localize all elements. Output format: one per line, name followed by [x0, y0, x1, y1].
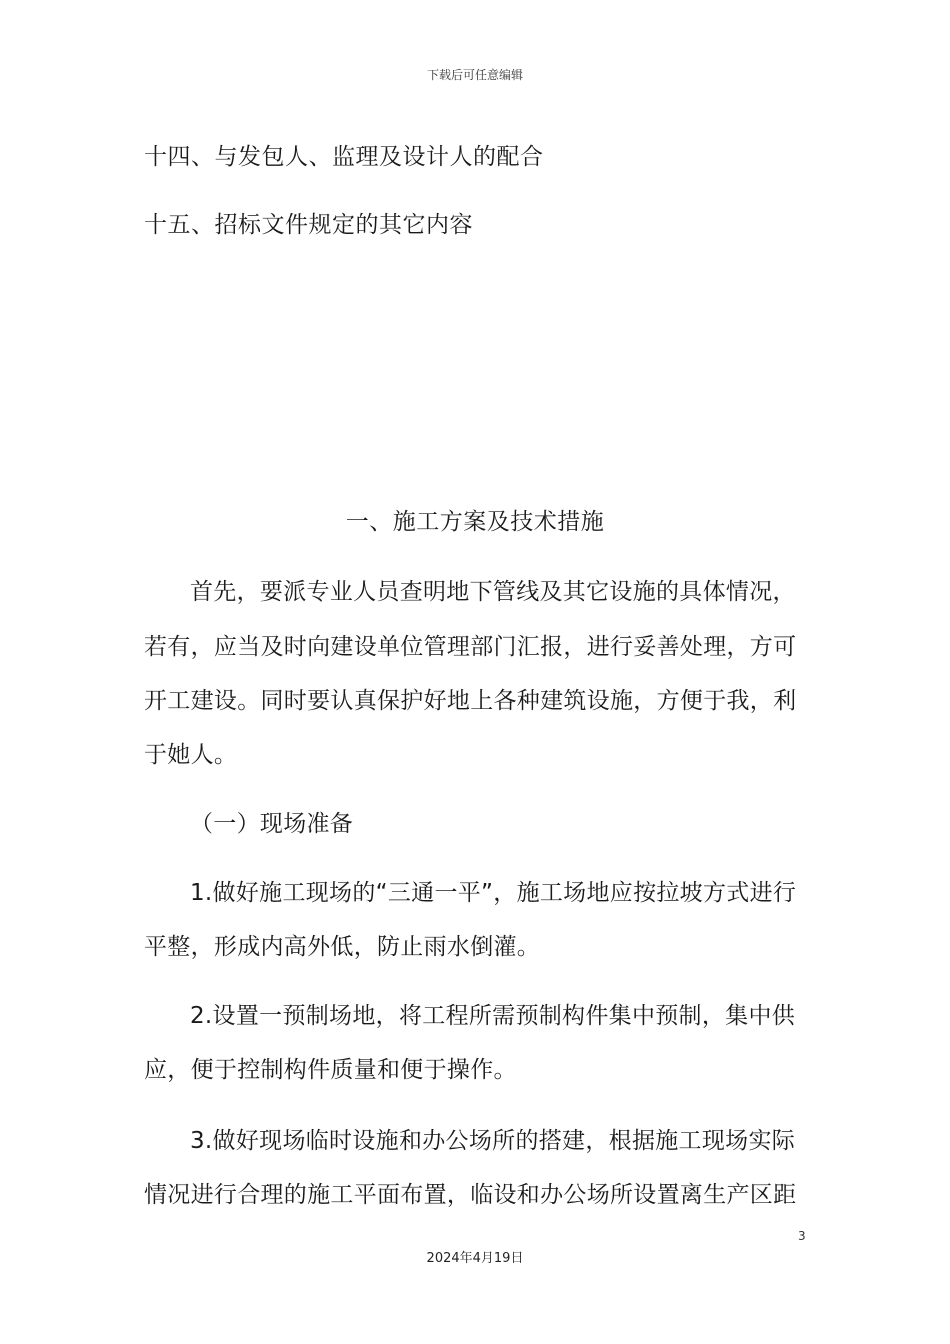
page-footer-date: 2024年4月19日	[426, 1251, 524, 1266]
toc-item-14: 十四、与发包人、监理及设计人的配合	[144, 144, 544, 170]
paragraph-line: 首先，要派专业人员查明地下管线及其它设施的具体情况，	[190, 579, 796, 605]
subheading: （一）现场准备	[190, 811, 354, 837]
paragraph-line: 1.做好施工现场的“三通一平”，施工场地应按拉坡方式进行	[190, 880, 797, 906]
paragraph-line: 于她人。	[144, 742, 238, 768]
paragraph-line: 2.设置一预制场地，将工程所需预制构件集中预制，集中供	[190, 1003, 796, 1029]
paragraph-line: 若有，应当及时向建设单位管理部门汇报，进行妥善处理，方可	[144, 634, 797, 660]
toc-item-15: 十五、招标文件规定的其它内容	[144, 212, 473, 238]
page-header: 下载后可任意编辑	[426, 68, 523, 82]
paragraph-line: 开工建设。同时要认真保护好地上各种建筑设施，方便于我，利	[144, 688, 797, 714]
section-title: 一、施工方案及技术措施	[345, 509, 605, 535]
paragraph-line: 应，便于控制构件质量和便于操作。	[144, 1057, 517, 1083]
paragraph-line: 3.做好现场临时设施和办公场所的搭建，根据施工现场实际	[190, 1128, 796, 1154]
page-number: 3	[798, 1229, 806, 1243]
paragraph-line: 平整，形成内高外低，防止雨水倒灌。	[144, 934, 541, 960]
paragraph-line: 情况进行合理的施工平面布置，临设和办公场所设置离生产区距	[144, 1182, 797, 1208]
